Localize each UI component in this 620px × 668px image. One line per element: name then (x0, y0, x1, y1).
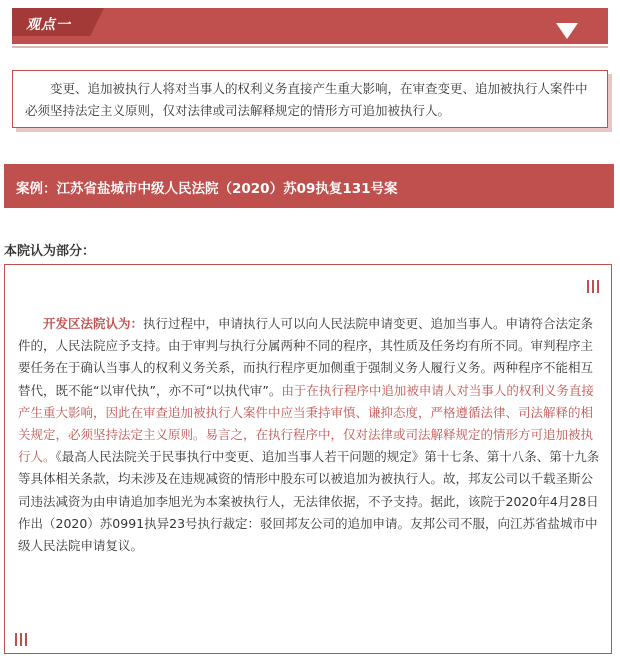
quote-part2-highlight: 由于在执行程序中追加被申请人对当事人的权利义务直接产生重大影响，因此在审查追加被执行人案件中应当秉持审慎、谦抑态度，严格遵循法律、司法解释的相关规定，必须坚持法定主义原则。易言之，在执行程序中，仅对法律或司法解释规定的情形方可追加被执行人。 (18, 382, 594, 465)
triangle-down-icon (556, 23, 578, 39)
header-shadow (12, 46, 608, 48)
header-bar (12, 8, 608, 44)
quote-speaker: 开发区法院认为： (43, 316, 144, 331)
quote-part3: 《最高人民法院关于民事执行中变更、追加当事人若干问题的规定》第十七条、第十八条、第十九条等具体相关条款，均未涉及在违规减资的情形中股东可以被追加为被执行人。故，邦友公司以千载圣斯公司违法减资为由申请追加李旭光为本案被执行人，无法律依据，不予支持。据此，该院于2020年4月28日作出（2020）苏0991执异23号执行裁定：驳回邦友公司的追加申请。友邦公司不服，向江苏省盐城市中级人民法院申请复议。 (18, 449, 600, 554)
case-bar (4, 164, 614, 208)
quote-mark-top-right-icon (587, 280, 601, 294)
viewpoint-label: 观点一 (26, 17, 71, 33)
court-label: 本院认为部分： (4, 244, 96, 259)
viewpoint-text: 变更、追加被执行人将对当事人的权利义务直接产生重大影响，在审查变更、追加被执行人案件中必须坚持法定主义原则，仅对法律或司法解释规定的情形方可追加被执行人。 (25, 81, 588, 118)
viewpoint-header (12, 8, 608, 44)
case-title: 案例：江苏省盐城市中级人民法院（2020）苏09执复131号案 (16, 181, 398, 197)
viewpoint-box (12, 70, 608, 128)
quote-mark-bottom-left-icon (15, 633, 29, 647)
quote-part1: 执行过程中，申请执行人可以向人民法院申请变更、追加当事人。申请符合法定条件的，人民法院应予支持。由于审判与执行分属两种不同的程序，其性质及任务均有所不同。审判程序主要任务在于确认当事人的权利义务关系，而执行程序更加侧重于强制义务人履行义务。两种程序不能相互替代，既不能“以审代执”，亦不可“以执代审”。 (18, 316, 594, 398)
quote-text (18, 313, 602, 557)
